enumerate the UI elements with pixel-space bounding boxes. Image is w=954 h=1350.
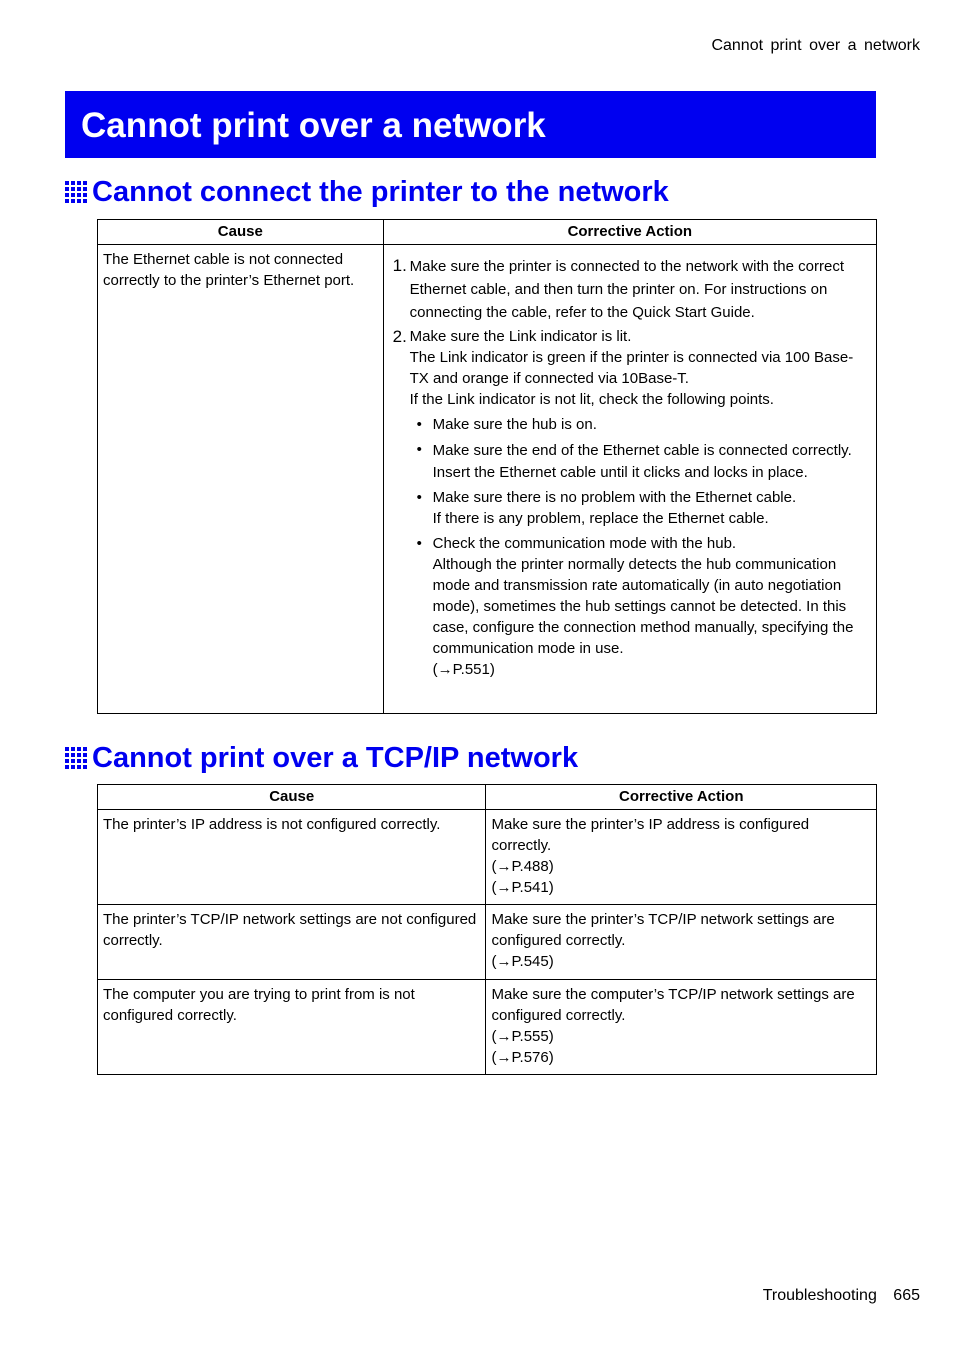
step-text: The Link indicator is green if the printer is connected via 100 Base-TX and orange if connected via 10Base-T. [409,349,854,387]
column-header-cause: Cause [98,785,486,810]
column-header-action: Corrective Action [486,785,877,810]
column-header-action: Corrective Action [383,220,876,245]
page-reference: (→P.551) [432,661,495,678]
bullet-icon: • [416,489,422,506]
action-cell [486,905,877,980]
page-reference: (→P.488) [491,858,554,875]
chapter-title: Cannot print over a network [81,106,546,145]
grid-icon [65,747,88,770]
list-item-text: Make sure the end of the Ethernet cable is connected correctly. [432,442,852,459]
list-item-text: Make sure there is no problem with the Ethernet cable. [432,489,797,506]
page-footer [763,1287,920,1305]
page-reference: (→P.541) [491,879,554,896]
page-reference: (→P.576) [491,1049,554,1066]
action-cell [486,810,877,905]
step-number: 2. [392,327,407,346]
action-cell [486,980,877,1075]
action-cell [383,245,876,714]
running-header: Cannot print over a network [711,37,920,54]
step-text: If the Link indicator is not lit, check the following points. [409,391,774,408]
tcpip-troubleshooting-table [97,784,877,1075]
action-text: Make sure the printer’s TCP/IP network settings are configured correctly. [491,911,835,949]
section-heading-tcpip [65,742,578,775]
list-item-subtext: If there is any problem, replace the Ethernet cable. [432,510,769,527]
list-item-subtext: Although the printer normally detects the hub communication mode and transmission rate automatically (in auto negotiation mode), sometimes the hub settings cannot be detected. In this case, configure the connection method manually, specifying the communication mode in use. [432,556,854,657]
bullet-icon: • [416,535,422,552]
step-number: 1. [392,256,407,275]
cause-cell: The printer’s TCP/IP network settings are not configured correctly. [98,905,486,980]
table-row [98,905,877,980]
page-reference: (→P.545) [491,953,554,970]
action-text: Make sure the computer’s TCP/IP network settings are configured correctly. [491,986,855,1024]
grid-icon [65,181,88,204]
table-row [98,810,877,905]
table-row [98,245,877,714]
list-item-text: Make sure the hub is on. [432,416,597,433]
cause-cell: The printer’s IP address is not configured correctly. [98,810,486,905]
step-text: Make sure the Link indicator is lit. [409,328,632,345]
step-body [410,326,871,410]
section-title: Cannot print over a TCP/IP network [92,742,579,774]
bullet-icon: • [416,416,422,433]
page-number: 665 [893,1287,920,1304]
footer-section-label: Troubleshooting [762,1287,877,1304]
list-item-text: Check the communication mode with the hub. [432,535,737,552]
table-header-row [98,785,877,810]
list-item [393,414,871,435]
connect-troubleshooting-table [97,219,877,714]
section-title: Cannot connect the printer to the network [92,176,669,208]
step-2 [393,326,871,410]
step-text: Make sure the printer is connected to the network with the correct Ethernet cable, and then turn the printer on. For instructions on connecting the cable, refer to the Quick Start Guide. [409,258,844,321]
list-item [393,439,871,483]
list-item [393,487,871,529]
page-reference: (→P.555) [491,1028,554,1045]
cause-cell: The Ethernet cable is not connected correctly to the printer’s Ethernet port. [98,245,384,714]
step-1 [393,255,871,324]
section-heading-connect [65,176,669,209]
checklist [393,414,871,680]
list-item-subtext: Insert the Ethernet cable until it clicks and locks in place. [432,464,808,481]
action-text: Make sure the printer’s IP address is configured correctly. [491,816,810,854]
list-item [393,533,871,680]
table-header-row [98,220,877,245]
bullet-icon: • [416,441,422,458]
cause-cell: The computer you are trying to print from is not configured correctly. [98,980,486,1075]
chapter-banner [65,91,876,158]
table-row [98,980,877,1075]
column-header-cause: Cause [98,220,384,245]
